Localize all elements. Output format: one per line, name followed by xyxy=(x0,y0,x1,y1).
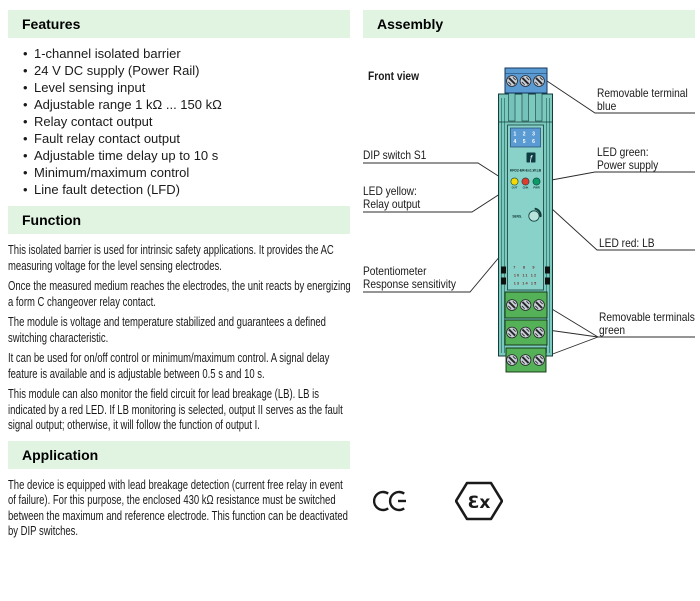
assembly-header xyxy=(363,10,695,38)
led-red xyxy=(522,178,529,190)
ce-mark-icon xyxy=(373,490,409,512)
svg-text:Ɛx: Ɛx xyxy=(467,493,491,513)
bottom-number-rows xyxy=(513,266,537,286)
function-text xyxy=(8,243,352,434)
svg-text:PWR: PWR xyxy=(533,186,540,190)
feature-item: • Line fault detection (LFD) xyxy=(23,181,350,198)
features-header xyxy=(8,10,350,38)
function-paragraph: It can be used for on/off control or minimum/maximum control. A signal delay feature is available and is adjustable between 0.5 s and 10 s. xyxy=(8,351,330,381)
green-terminal-block-2 xyxy=(505,320,547,345)
features-list xyxy=(8,45,350,198)
device-model-label: KFD2-ER-Ex1.W.LB xyxy=(509,168,542,173)
svg-text:13 14 15: 13 14 15 xyxy=(513,281,538,286)
brand-logo-icon xyxy=(527,153,536,163)
feature-item: • Adjustable time delay up to 10 s xyxy=(23,147,350,164)
device-diagram xyxy=(485,60,575,380)
application-title: Application xyxy=(22,446,99,463)
top-numbers-row1: 1 2 3 xyxy=(513,131,538,138)
callout-terminals-green: Removable terminals green xyxy=(599,310,695,337)
callout-led-green: LED green: Power supply xyxy=(597,145,659,172)
feature-item: • Adjustable range 1 kΩ ... 150 kΩ xyxy=(23,96,350,113)
feature-item: • Minimum/maximum control xyxy=(23,164,350,181)
function-title: Function xyxy=(22,212,82,228)
feature-item: • Relay contact output xyxy=(23,113,350,130)
svg-text:7 8 9: 7 8 9 xyxy=(513,265,538,270)
green-terminal-block-3 xyxy=(506,348,546,372)
feature-item: • Level sensing input xyxy=(23,79,350,96)
application-paragraph: The device is equipped with lead breakage detection (current free relay in event of failure). For this purpose, the enclosed 430 kΩ resistance must be switched between the maximum and reference electrode. This function can be deactivated by DIP switches. xyxy=(8,477,348,538)
callout-terminal-blue: Removable terminal blue xyxy=(597,86,688,113)
top-numbers-row2: 4 5 6 xyxy=(513,139,538,145)
ex-mark-icon xyxy=(455,481,503,521)
features-title: Features xyxy=(22,16,81,32)
assembly-title: Assembly xyxy=(377,16,444,32)
svg-text:ƒ: ƒ xyxy=(528,153,534,163)
green-terminal-block-1 xyxy=(505,292,547,318)
left-column xyxy=(8,10,350,545)
application-text xyxy=(8,478,352,540)
callout-dip-switch: DIP switch S1 xyxy=(363,148,427,162)
svg-text:10 11 12: 10 11 12 xyxy=(513,273,538,278)
led-green xyxy=(533,178,540,190)
terminal-number-panel xyxy=(511,128,541,147)
blue-terminal-block xyxy=(505,68,547,93)
callout-led-yellow: LED yellow: Relay output xyxy=(363,184,421,211)
svg-text:CHK: CHK xyxy=(522,186,529,190)
right-column xyxy=(363,10,695,595)
function-paragraph: The module is voltage and temperature stabilized and guarantees a defined switching characteristic. xyxy=(8,315,326,345)
front-view-label: Front view xyxy=(368,69,420,83)
callout-led-red: LED red: LB xyxy=(599,236,655,250)
svg-text:SENS.: SENS. xyxy=(512,214,522,219)
feature-item: • Fault relay contact output xyxy=(23,130,350,147)
function-paragraph: Once the measured medium reaches the electrodes, the unit reacts by energizing a form C changeover relay contact. xyxy=(8,279,351,309)
function-paragraph: This isolated barrier is used for intrinsic safety applications. It provides the AC measuring voltage for the level sensing electrodes. xyxy=(8,243,334,273)
svg-text:OUT: OUT xyxy=(511,186,518,190)
feature-item: • 1-channel isolated barrier xyxy=(23,45,350,62)
led-yellow xyxy=(511,178,518,190)
function-header xyxy=(8,206,350,234)
feature-item: • 24 V DC supply (Power Rail) xyxy=(23,62,350,79)
application-header xyxy=(8,441,350,469)
callout-potentiometer: Potentiometer Response sensitivity xyxy=(363,264,456,291)
function-paragraph: This module can also monitor the field circuit for lead breakage (LB). LB is indicated by a red LED. If LB monitoring is selected, output II serves as the fault signal output; otherwise, it will follow the function of output I. xyxy=(8,387,343,432)
